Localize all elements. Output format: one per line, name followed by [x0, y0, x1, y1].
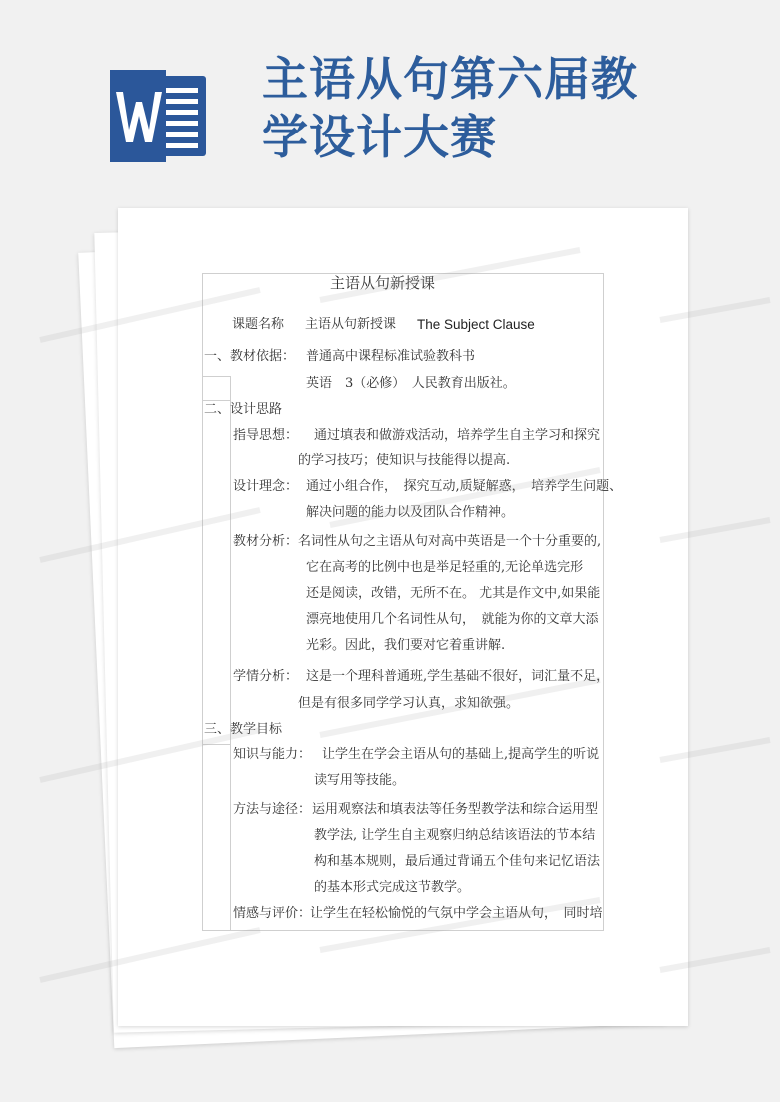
word-icon [110, 68, 208, 164]
topic-label: 课题名称 [232, 317, 285, 332]
section-1-line: 普通高中课程标准试验教科书 [306, 349, 476, 364]
topic-value-cn: 主语从句新授课 [305, 317, 397, 332]
method-line: 的基本形式完成这节教学。 [314, 880, 471, 895]
material-line: 名词性从句之主语从句对高中英语是一个十分重要的, [298, 534, 602, 549]
learner-line: 这是一个理科普通班,学生基础不很好，词汇量不足， [306, 669, 610, 684]
method-line: 教学法, 让学生自主观察归纳总结该语法的节本结 [314, 828, 596, 843]
section-3-title: 三、教学目标 [204, 722, 283, 737]
frame-divider [202, 376, 231, 377]
method-line: 构和基本规则，最后通过背诵五个佳句来记忆语法 [314, 854, 601, 869]
emotion-line: 让学生在轻松愉悦的气氛中学会主语从句， 同时培 [310, 906, 603, 921]
title-line-1: 主语从句第六届教 [262, 52, 638, 106]
material-line: 漂亮地使用几个名词性从句， 就能为你的文章大添 [306, 612, 599, 627]
frame-divider [202, 744, 231, 745]
material-line: 光彩。因此，我们要对它着重讲解. [306, 638, 506, 653]
topic-value-en: The Subject Clause [417, 317, 535, 332]
learner-label: 学情分析： [233, 669, 299, 684]
knowledge-label: 知识与能力： [233, 747, 312, 762]
document-heading: 主语从句新授课 [330, 274, 436, 292]
material-line: 它在高考的比例中也是举足轻重的,无论单选完形 [306, 560, 584, 575]
material-line: 还是阅读，改错，无所不在。 尤其是作文中,如果能 [306, 586, 601, 601]
method-label: 方法与途径： [233, 802, 312, 817]
knowledge-line: 读写用等技能。 [314, 773, 406, 788]
concept-line: 解决问题的能力以及团队合作精神。 [306, 505, 515, 520]
guide-label: 指导思想： [233, 428, 299, 443]
page-title [262, 50, 762, 166]
material-label: 教材分析： [233, 534, 299, 549]
section-1-title: 一、教材依据： [204, 349, 296, 364]
emotion-label: 情感与评价： [233, 906, 312, 921]
method-line: 运用观察法和填表法等任务型教学法和综合运用型 [312, 802, 599, 817]
guide-line: 的学习技巧；使知识与技能得以提高. [298, 453, 511, 468]
learner-line: 但是有很多同学学习认真，求知欲强。 [298, 696, 520, 711]
concept-label: 设计理念： [233, 479, 299, 494]
guide-line: 通过填表和做游戏活动，培养学生自主学习和探究 [314, 428, 601, 443]
concept-line: 通过小组合作， 探究互动,质疑解惑， 培养学生问题、 [306, 479, 623, 494]
section-1-line: 英语 3（必修） 人民教育出版社。 [306, 376, 516, 391]
knowledge-line: 让学生在学会主语从句的基础上,提高学生的听说 [322, 747, 600, 762]
section-2-title: 二、设计思路 [204, 402, 283, 417]
title-line-2: 学设计大赛 [262, 110, 497, 164]
